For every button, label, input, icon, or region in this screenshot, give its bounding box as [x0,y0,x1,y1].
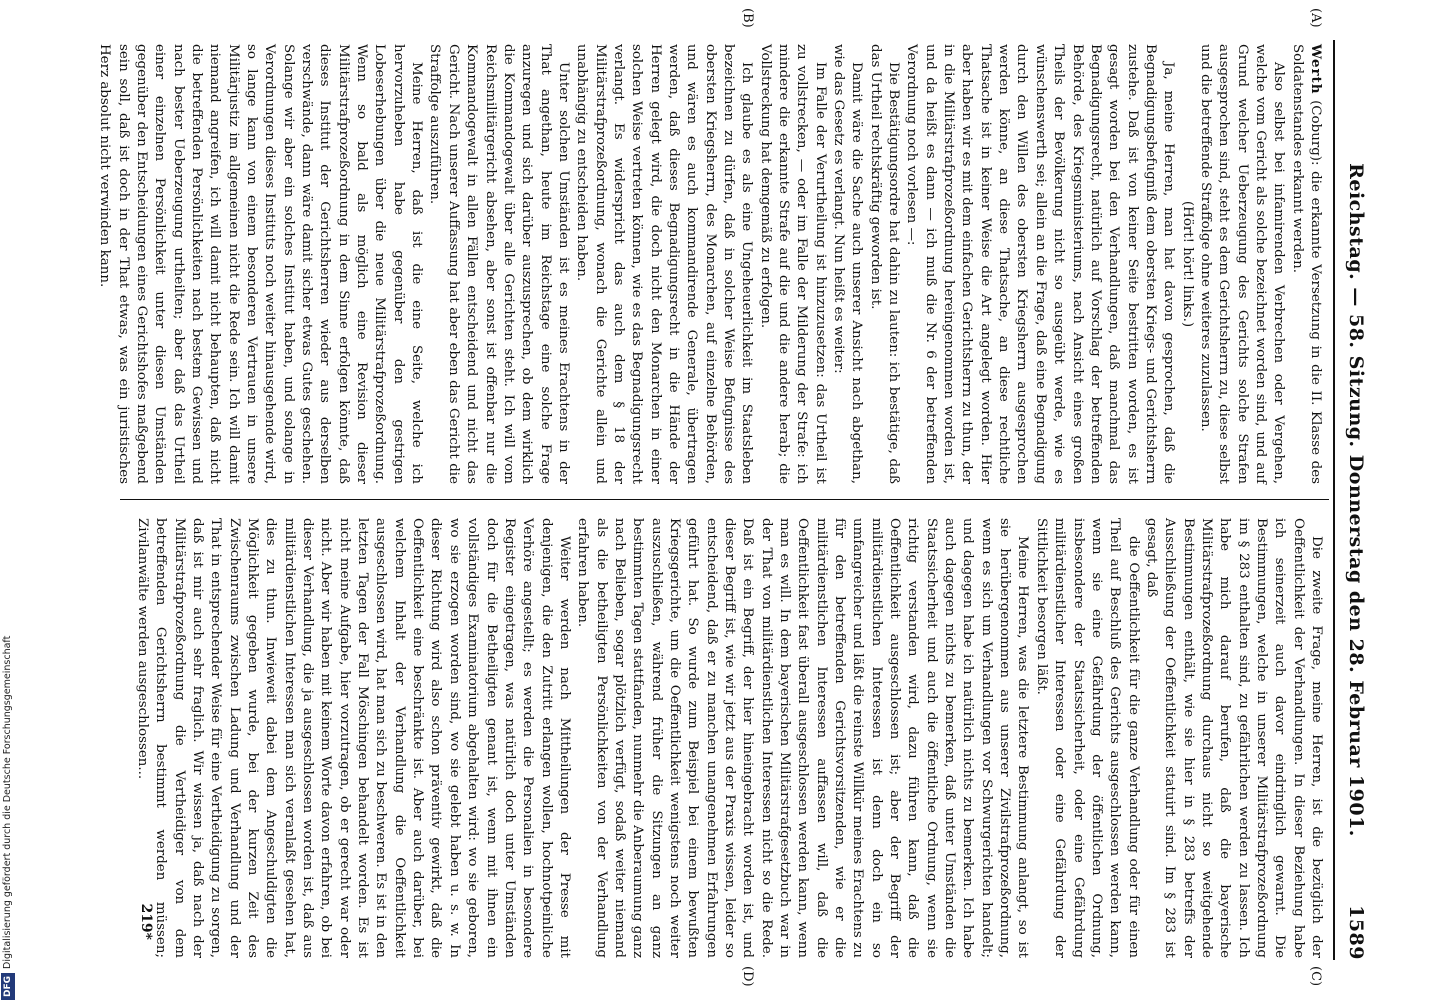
speaker-name: Werth [1308,44,1324,95]
paragraph-text: Im Falle der Verurtheilung ist hinzuzusetzen: das Urtheil ist zu vollstrecken, — oder im Falle der Milderung der Strafe: ich mindere die erkannte Strafe auf die und die andere herab; die Vollstreckung hat demgemäß zu erfolgen. [757,44,828,484]
paragraph [133,518,573,958]
page-header [1339,40,1367,960]
paragraph [1032,518,1142,958]
paragraph-text: Meine Herren, was die letztere Bestimmung anlangt, so ist sie herübergenommen aus unserer Zivilstrafprozeßordnung, wenn es sich um Verhandlungen vor Schwurgerichten handelt; und dagegen habe ich natürlich nichts zu bemerken. Ich habe auch dagegen nichts zu bemerken, daß unter Umständen die Staatssicherheit und auch die öffentliche Ordnung, wenn sie richtig verstanden wird, dazu führen kann, daß die Oeffentlichkeit ausgeschlossen ist; aber der Begriff der militärdienstlichen Interessen ist denn doch ein so umfangreicher und läßt die reinste Willkür meines Erachtens zu für den betreffenden Gerichtsvorsitzenden, wie er die militärdienstlichen Interessen auffassen will, daß die Oeffentlichkeit fast überall ausgeschlossen werden kann, wenn man es will. In dem bayerischen Militärstrafgesetzbuch war in der That von militärdienstlichen Interessen nicht so die Rede. Daß ist ein Begriff, der hier hineingebracht worden ist, und dieser Begriff ist, wie wir jetzt aus der Praxis wissen, leider so entscheidend, daß er zu manchen unangenehmen Erfahrungen geführt hat. So wurde zum Beispiel bei einem bewußten Kriegsgerichte, um die Oeffentlichkeit wenigstens noch weiter auszuschließen, während früher die Sitzungen an ganz bestimmten Tagen stattfanden, nunmehr die Anberaumung ganz nach Belieben, sogar plötzlich verfügt, sodaß weiter niemand als die betheiligten Persönlichkeiten von der Verhandlung erfahren haben. [575,518,1031,958]
signature-mark: 219* [138,903,154,940]
margin-mark-c: (C) [1308,966,1323,987]
paragraph [1196,44,1288,484]
paragraph [1287,44,1325,484]
paragraph-text: die erkannte Versetzung in die II. Klasse des Soldatenstandes erkannt werden. [1289,44,1323,484]
paragraph [1177,44,1195,484]
margin-mark-d: (D) [740,966,755,987]
paragraph [95,44,425,484]
speaker-party: (Coburg): [1308,94,1323,172]
paragraph-text: Unter solchen Umständen ist es meines Erachtens in der That angethan, heute im Reichstage eine solche Frage anzuregen und sich darüber auszusprechen, ob dem wirklich die Kommandogewalt über alle Gerichten steht. Ich will vom Reichsmilitärgericht absehen, aber sonst ist offenbar nur die Kommandogewalt in allen Fällen entscheidend und nicht das Gericht. Nach unserer Auffassung hat aber eben das Gericht die Straffolge auszuführen. [427,44,571,484]
paragraph [572,44,755,484]
paragraph [865,44,902,484]
column-divider [120,499,1329,500]
credit-text: Digitalisierung gefördert durch die Deutsche Forschungsgemeinschaft [2,635,13,969]
page-title: Reichstag. — 58. Sitzung. Donnerstag den 28. Februar 1901. [1345,163,1367,837]
paragraph-text: Ich glaube es als eine Ungeheuerlichkeit im Staatsleben bezeichnen zu dürfen, daß in solcher Weise Befugnisse des obersten Kriegsherrn, des Monarchen, auf einzelne Behörden, und wären es auch kommandirende Generale, übertragen werden, daß dieses Begnadigungsrecht in die Hände der Herren gelegt wird, die doch nicht den Monarchen in einer solchen Weise vertreten können, wie es das Begnadigungsrecht verlangt. Es widerspricht das auch dem § 18 der Militärstrafprozeßordnung, wonach die Gerichte allein und unabhängig zu entscheiden haben. [574,44,755,484]
dfg-logo: DFG [1,973,15,1000]
paragraph [755,44,828,484]
right-text-column [133,518,1325,958]
paragraph-text: Also selbst bei infamirenden Verbrechen oder Vergehen, welche vom Gericht als solche bezeichnet worden sind, und auf Grund welcher Ueberzeugung des Gerichts solche Strafen ausgesprochen sind, steht es dem Gerichtsherrn zu, diese selbst und die betreffende Straffolge ohne weiteres zuzulassen. [1197,44,1287,484]
margin-mark-a: (A) [1308,8,1323,28]
paragraph-text: Weiter werden nach Mittheilungen der Presse mit denjenigen, die den Zutritt erlangen wollen, hochnotpeinliche Verhöre angestellt; es werden die Personalien in besondere Register eingetragen, was natürlich doch unter Umständen doch für die Betheiligten genant ist, wenn mit ihnen ein vollständiges Examinatorium abgehalten wird: wo sie geboren, wo sie erzogen worden sind, wo sie gelebt haben u. s. w. In dieser Richtung wird also schon präventiv gewirkt, daß die Oeffentlichkeit eine beschränkte ist. Aber auch darüber, bei welchem Inhalt der Verhandlung die Oeffentlichkeit ausgeschlossen wird, hat man sich zu beschweren. Es ist in den letzten Tagen der Fall Möschingen behandelt worden. Es ist nicht meine Aufgabe, hier vorzutragen, ob er gerecht war oder nicht. Aber wir haben mit keinem Worte davon erfahren, ob bei dieser Verhandlung, die ja ausgeschlossen worden ist, daß aus militärdienstlichen Interessen man sich veranlaßt gesehen hat, dies zu thun. Inwieweit dabei dem Angeschuldigten die Möglichkeit gegeben wurde, bei der kurzen Zeit des Zwischenraums zwischen Ladung und Verhandlung und der That in entsprechender Weise für eine Vertheidigung zu sorgen, daß ist mir auch sehr fraglich. Wir wissen ja, daß nach der Militärstrafprozeßordnung die Vertheidiger von dem betreffenden Gerichtsherrn bestimmt werden müssen; Zivilanwälte werden ausgeschlossen... [135,518,572,958]
paragraph-text: Die Bestätigungsordre hat dahin zu lauten: ich bestätige, daß das Urtheil rechtskräftig geworden ist. [867,44,902,484]
margin-mark-b: (B) [740,8,755,28]
paragraph [1142,518,1325,958]
side-credit-strip [1,0,15,1000]
paragraph-text: Meine Herren, daß ist die eine Seite, welche ich hervorzuheben habe gegenüber den gestrigen Lobeserhebungen über die neue Militärstrafprozeßordnung. Wenn so bald als möglich eine Revision dieser Militärstrafprozeßordnung in dem Sinne erfolgen könnte, daß dieses Institut der Gerichtsherren wieder aus derselben verschwände, dann wäre damit sicher etwas Gutes geschehen. Solange wir aber ein solches Institut haben, und solange in Verordnungen dieses Instituts noch weiter hinausgehende wird, so lange kann von einem besonderen Vertrauen in unsere Militärjustiz im allgemeinen nicht die Rede sein. Ich will damit niemand angreifen, ich will damit nicht behaupten, daß nicht die betreffenden Persönlichkeiten nach bestem Gewissen und nach bester Ueberzeugung urtheilten; aber daß das Urtheil einer einzelnen Persönlichkeit unter diesen Umständen gegenüber den Entscheidungen eines Gerichtshofes maßgebend sein soll, daß ist doch in der That etwas, was ein juristisches Herz absolut nicht verwinden kann. [97,44,425,484]
paragraph-text: die Oeffentlichkeit für die ganze Verhandlung oder für einen Theil auf Beschluß des Gerichts ausgeschlossen werden kann, wenn sie eine Gefährdung der öffentlichen Ordnung, insbesondere der Staatssicherheit, oder eine Gefährdung militärdienstlicher Interessen oder eine Gefährdung der Sittlichkeit besorgen läßt. [1033,518,1141,958]
paragraph-text: (Hört! hört! links.) [1179,200,1195,328]
paragraph [573,518,1032,958]
paragraph-text: Ja, meine Herren, man hat davon gesprochen, daß die Begnadigungsbefugniß dem obersten Kriegs- und Gerichtsherrn zustehe. Daß ist von keiner Seite bestritten worden, es ist gesagt worden bei den Verhandlungen, daß manchmal das Begnadigungsrecht, natürlich auf Vorschlag der betreffenden Behörde, des Kriegsministeriums, nach Ansicht eines großen Theils der Bevölkerung nicht so ausgeübt werde, wie es wünschenswerth sei; allein an die Frage, daß eine Begnadigung durch den Willen des obersten Kriegsherrn ausgesprochen werden könne, an diese Thatsache, an diese rechtliche Thatsache ist in keiner Weise die Art angelegt worden. Hier aber haben wir es mit dem einfachen Gerichtsherrn zu thun, der in die Militärstrafprozeßordnung hereingenommen worden ist, und da heißt es dann — ich muß die Nr. 6 der betreffenden Verordnung noch vorlesen —: [904,44,1177,484]
paragraph [902,44,1177,484]
header-rule [1333,40,1335,960]
page-number: 1589 [1345,905,1367,960]
left-text-column [95,44,1325,484]
paragraph-text: Die zweite Frage, meine Herren, ist die bezüglich der Oeffentlichkeit der Verhandlungen. In dieser Beziehung habe ich seinerzeit auch davor eindringlich gewarnt. Die Bestimmungen, welche in unserer Militärstrafprozeßordnung im § 283 enthalten sind, zu gefährlichen werden zu lassen. Ich habe mich darauf berufen, daß die bayerische Militärstrafprozeßordnung durchaus nicht so weitgehende Bestimmungen enthält, wie sie hier in § 283 betreffs der Ausschließung der Oeffentlichkeit statuirt sind. Im § 283 ist gesagt, daß [1143,518,1324,958]
paragraph [829,44,866,484]
paragraph-text: Damit wäre die Sache auch unserer Ansicht nach abgethan, wie das Gesetz es verlangt. Nun heißt es weiter: [831,44,865,484]
paragraph [425,44,572,484]
